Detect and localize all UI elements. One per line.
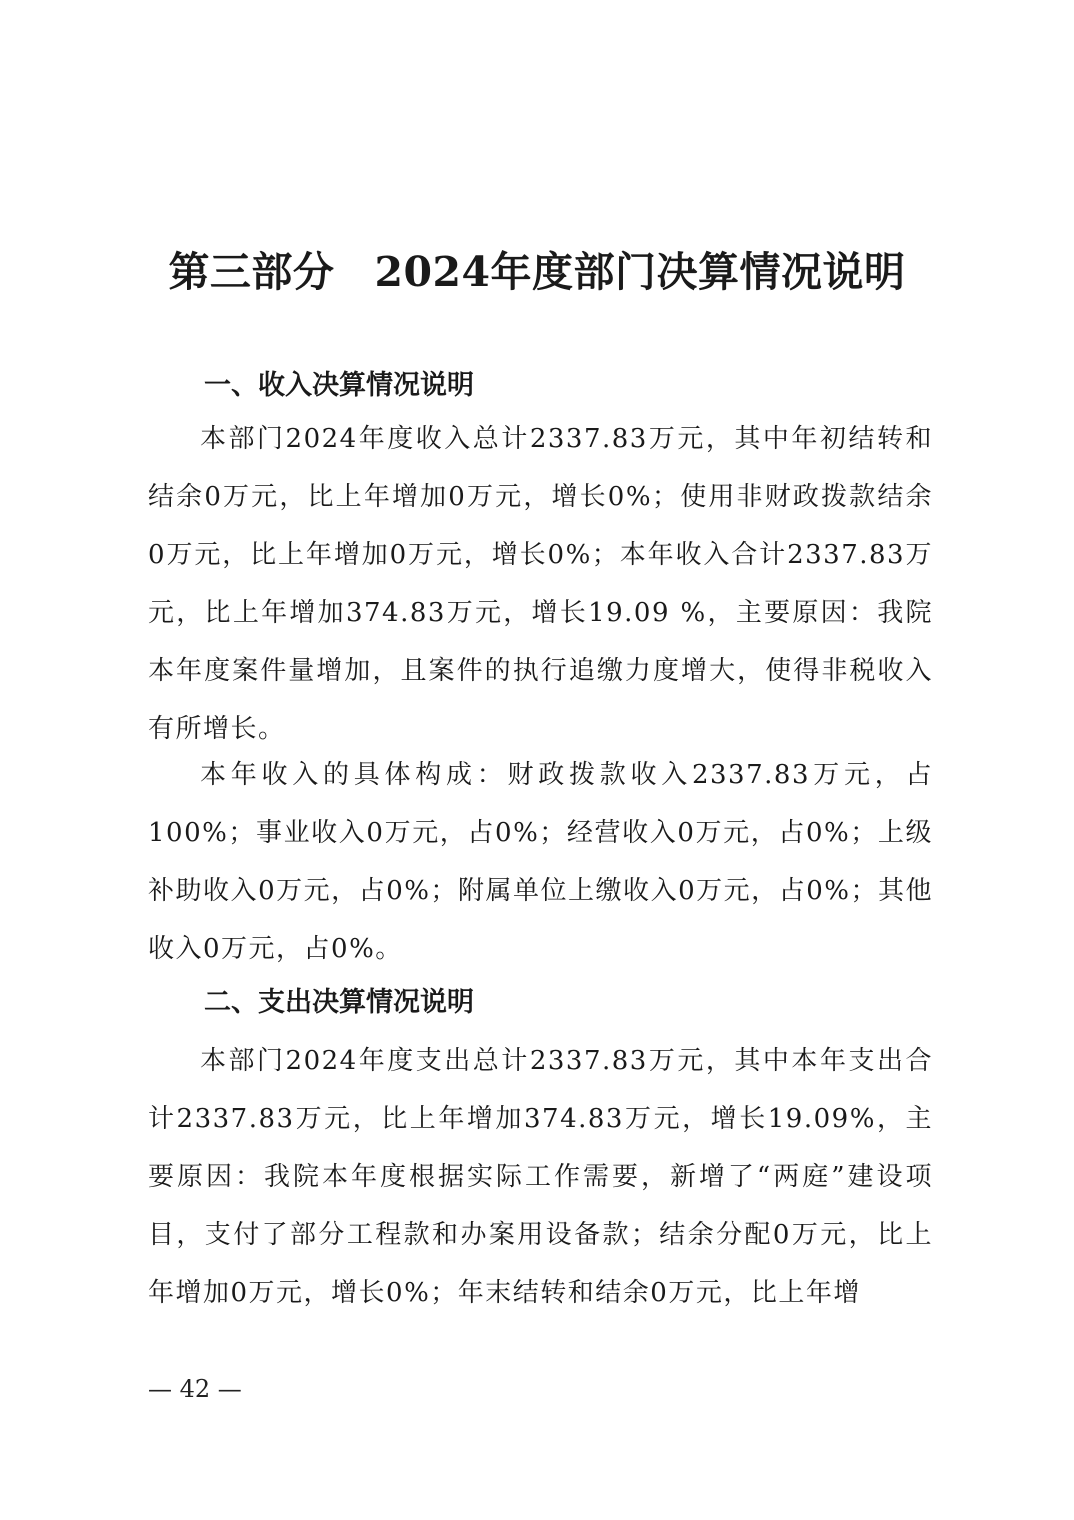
section-income-body [148, 410, 933, 758]
section-heading-expense: 二、支出决算情况说明 [204, 987, 474, 1018]
income-paragraph-1: 本部门2024年度收入总计2337.83万元，其中年初结转和结余0万元，比上年增加0万元，增长0%；使用非财政拨款结余0万元，比上年增加0万元，增长0%；本年收入合计2337.83万元，比上年增加374.83万元，增长19.09 %，主要原因：我院本年度案件量增加，且案件的执行追缴力度增大，使得非税收入有所增长。 [148, 424, 933, 744]
section-expense-body [148, 1032, 933, 1322]
title-main: 2024年度部门决算情况说明 [374, 248, 906, 296]
title-part: 第三部分 [168, 248, 335, 296]
section-income-composition [148, 746, 933, 978]
income-paragraph-2: 本年收入的具体构成：财政拨款收入2337.83万元，占100%；事业收入0万元，占0%；经营收入0万元，占0%；上级补助收入0万元，占0%；附属单位上缴收入0万元，占0%；其他收入0万元，占0%。 [148, 760, 933, 964]
expense-paragraph-1: 本部门2024年度支出总计2337.83万元，其中本年支出合计2337.83万元，比上年增加374.83万元，增长19.09%，主要原因：我院本年度根据实际工作需要，新增了“两庭”建设项目，支付了部分工程款和办案用设备款；结余分配0万元，比上年增加0万元，增长0%；年末结转和结余0万元，比上年增 [148, 1046, 933, 1308]
page-number: — 42 — [148, 1375, 242, 1403]
section-heading-income: 一、收入决算情况说明 [204, 370, 474, 401]
page-title [0, 246, 1074, 298]
